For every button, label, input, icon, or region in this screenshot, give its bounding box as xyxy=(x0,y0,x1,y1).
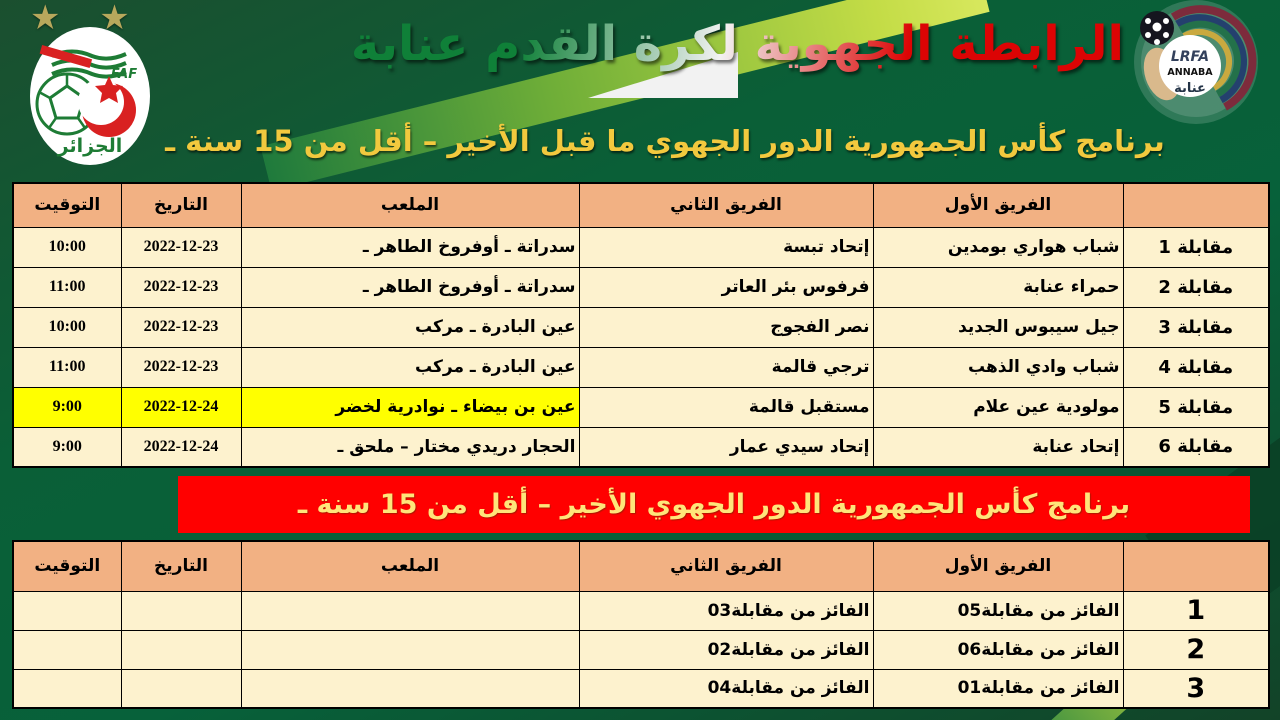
team2-cell: ترجي قالمة xyxy=(579,347,873,387)
stadium-cell xyxy=(241,591,579,630)
stadium-cell: عين البادرة ـ مركب xyxy=(241,307,579,347)
faf-acronym: FAF xyxy=(110,67,138,82)
date-cell: 2022-12-24 xyxy=(121,427,241,467)
team2-cell: إتحاد تبسة xyxy=(579,227,873,267)
time-cell: 11:00 xyxy=(13,267,121,307)
schedule-table-final xyxy=(12,540,1270,709)
column-header-stadium: الملعب xyxy=(241,183,579,227)
schedule-table-semifinal xyxy=(12,182,1270,468)
team2-cell: الفائز من مقابلة02 xyxy=(579,630,873,669)
column-header-team1: الفريق الأول xyxy=(873,541,1123,591)
stadium-cell: الحجار دريدي مختار – ملحق ـ xyxy=(241,427,579,467)
lrfa-city-arabic: عنابة xyxy=(1174,81,1206,96)
match-label: مقابلة 2 xyxy=(1123,267,1269,307)
match-number: 2 xyxy=(1123,630,1269,669)
team1-cell: مولودية عين علام xyxy=(873,387,1123,427)
column-header-time: التوقيت xyxy=(13,541,121,591)
column-header-team2: الفريق الثاني xyxy=(579,183,873,227)
stadium-cell: سدراتة ـ أوفروخ الطاهر ـ xyxy=(241,267,579,307)
time-cell: 10:00 xyxy=(13,307,121,347)
final-round-banner: برنامج كأس الجمهورية الدور الجهوي الأخير – أقل من 15 سنة ـ xyxy=(178,476,1250,533)
table-row xyxy=(13,427,1269,467)
team2-cell: فرفوس بئر العاتر xyxy=(579,267,873,307)
match-label: مقابلة 3 xyxy=(1123,307,1269,347)
date-cell: 2022-12-23 xyxy=(121,267,241,307)
date-cell xyxy=(121,591,241,630)
table-row-highlighted xyxy=(13,387,1269,427)
time-cell-highlighted: 9:00 xyxy=(13,387,121,427)
date-cell-highlighted: 2022-12-24 xyxy=(121,387,241,427)
date-cell: 2022-12-23 xyxy=(121,347,241,387)
time-cell: 9:00 xyxy=(13,427,121,467)
stadium-cell-highlighted: عين بن بيضاء ـ نوادرية لخضر xyxy=(241,387,579,427)
table-row xyxy=(13,307,1269,347)
team1-cell: الفائز من مقابلة01 xyxy=(873,669,1123,708)
column-header-match xyxy=(1123,541,1269,591)
match-number: 1 xyxy=(1123,591,1269,630)
stadium-cell: عين البادرة ـ مركب xyxy=(241,347,579,387)
faf-country-caption: الجزائر xyxy=(57,135,123,157)
column-header-match xyxy=(1123,183,1269,227)
team2-cell: مستقبل قالمة xyxy=(579,387,873,427)
table-row xyxy=(13,669,1269,708)
team1-cell: شباب هواري بومدين xyxy=(873,227,1123,267)
team1-cell: الفائز من مقابلة05 xyxy=(873,591,1123,630)
date-cell xyxy=(121,630,241,669)
team1-cell: شباب وادي الذهب xyxy=(873,347,1123,387)
team1-cell: حمراء عنابة xyxy=(873,267,1123,307)
lrfa-annaba-logo xyxy=(1124,0,1269,130)
stadium-cell: سدراتة ـ أوفروخ الطاهر ـ xyxy=(241,227,579,267)
table-row xyxy=(13,591,1269,630)
column-header-date: التاريخ xyxy=(121,541,241,591)
stadium-cell xyxy=(241,669,579,708)
team1-cell: الفائز من مقابلة06 xyxy=(873,630,1123,669)
algeria-stars-icon: ★ ★ xyxy=(30,0,144,38)
semifinal-subtitle: برنامج كأس الجمهورية الدور الجهوي ما قبل الأخير – أقل من 15 سنة ـ xyxy=(165,124,1165,158)
table-row xyxy=(13,227,1269,267)
column-header-date: التاريخ xyxy=(121,183,241,227)
time-cell xyxy=(13,630,121,669)
table-row xyxy=(13,630,1269,669)
table-header-row xyxy=(13,183,1269,227)
column-header-stadium: الملعب xyxy=(241,541,579,591)
time-cell: 10:00 xyxy=(13,227,121,267)
match-label: مقابلة 1 xyxy=(1123,227,1269,267)
time-cell: 11:00 xyxy=(13,347,121,387)
stadium-cell xyxy=(241,630,579,669)
table-row xyxy=(13,267,1269,307)
team2-cell: الفائز من مقابلة04 xyxy=(579,669,873,708)
lrfa-city: ANNABA xyxy=(1167,67,1213,78)
team1-cell: جيل سيبوس الجديد xyxy=(873,307,1123,347)
date-cell: 2022-12-23 xyxy=(121,227,241,267)
page-title: الرابطة الجهوية لكرة القدم عنابة xyxy=(350,16,1124,72)
match-label: مقابلة 6 xyxy=(1123,427,1269,467)
date-cell xyxy=(121,669,241,708)
team2-cell: نصر الفجوج xyxy=(579,307,873,347)
date-cell: 2022-12-23 xyxy=(121,307,241,347)
column-header-time: التوقيت xyxy=(13,183,121,227)
match-number: 3 xyxy=(1123,669,1269,708)
match-label: مقابلة 5 xyxy=(1123,387,1269,427)
column-header-team1: الفريق الأول xyxy=(873,183,1123,227)
team2-cell: إتحاد سيدي عمار xyxy=(579,427,873,467)
table-header-row xyxy=(13,541,1269,591)
column-header-team2: الفريق الثاني xyxy=(579,541,873,591)
table-row xyxy=(13,347,1269,387)
time-cell xyxy=(13,669,121,708)
time-cell xyxy=(13,591,121,630)
match-label: مقابلة 4 xyxy=(1123,347,1269,387)
team1-cell: إتحاد عنابة xyxy=(873,427,1123,467)
team2-cell: الفائز من مقابلة03 xyxy=(579,591,873,630)
lrfa-acronym: LRFA xyxy=(1170,49,1210,65)
